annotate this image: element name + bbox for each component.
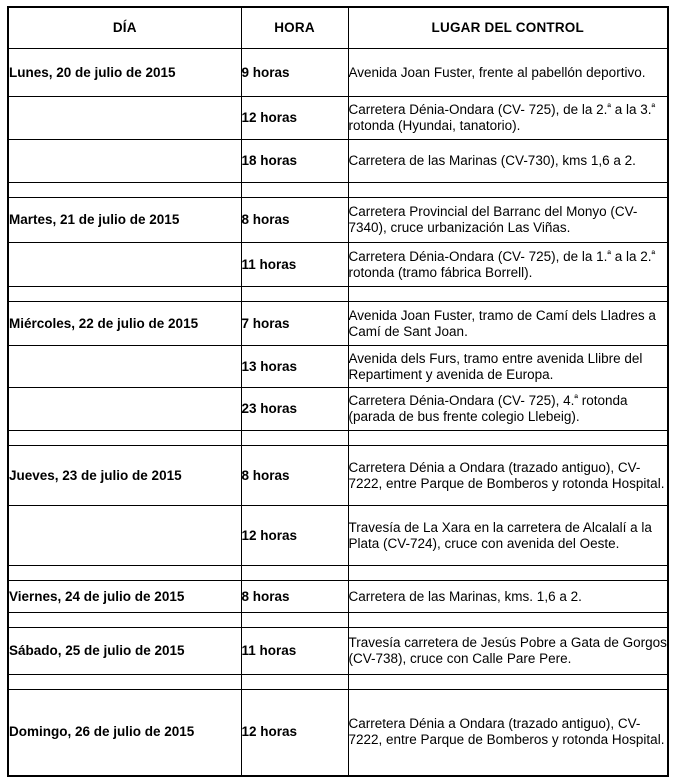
cell-place <box>348 566 668 581</box>
cell-day: Sábado, 25 de julio de 2015 <box>8 628 241 675</box>
cell-hour: 11 horas <box>241 628 348 675</box>
table-spacer-row <box>8 431 668 446</box>
cell-place: Carretera Dénia-Ondara (CV- 725), 4.$^ª$ rotonda (parada de bus frente colegio Llebeig). <box>348 388 668 431</box>
table-row <box>8 581 668 613</box>
cell-hour <box>241 287 348 302</box>
cell-place: Carretera Dénia-Ondara (CV- 725), de la 1.$^ª$ a la 2.$^ª$ rotonda (tramo fábrica Borrell). <box>348 243 668 287</box>
cell-hour <box>241 675 348 690</box>
cell-day <box>8 140 241 183</box>
cell-hour <box>241 566 348 581</box>
cell-place: Carretera de las Marinas, kms. 1,6 a 2. <box>348 581 668 613</box>
cell-place: Travesía carretera de Jesús Pobre a Gata de Gorgos (CV-738), cruce con Calle Pare Pere. <box>348 628 668 675</box>
cell-hour: 8 horas <box>241 198 348 243</box>
cell-day: Jueves, 23 de julio de 2015 <box>8 446 241 506</box>
cell-day: Martes, 21 de julio de 2015 <box>8 198 241 243</box>
cell-place <box>348 613 668 628</box>
column-header-dia: DÍA <box>8 7 241 49</box>
cell-day <box>8 388 241 431</box>
table-row <box>8 140 668 183</box>
cell-day <box>8 566 241 581</box>
cell-hour <box>241 183 348 198</box>
cell-hour: 13 horas <box>241 346 348 388</box>
column-header-lugar: LUGAR DEL CONTROL <box>348 7 668 49</box>
table-body <box>8 49 668 776</box>
table-row <box>8 346 668 388</box>
cell-place: Carretera Dénia-Ondara (CV- 725), de la 2.$^ª$ a la 3.$^ª$ rotonda (Hyundai, tanatorio). <box>348 97 668 140</box>
cell-hour: 12 horas <box>241 506 348 566</box>
cell-day <box>8 346 241 388</box>
cell-place <box>348 183 668 198</box>
cell-hour: 8 horas <box>241 581 348 613</box>
table-header <box>8 7 668 49</box>
cell-place <box>348 675 668 690</box>
cell-day: Miércoles, 22 de julio de 2015 <box>8 302 241 346</box>
cell-hour <box>241 613 348 628</box>
cell-day <box>8 675 241 690</box>
cell-place: Avenida Joan Fuster, tramo de Camí dels Lladres a Camí de Sant Joan. <box>348 302 668 346</box>
table-row <box>8 302 668 346</box>
cell-place: Avenida dels Furs, tramo entre avenida Llibre del Repartiment y avenida de Europa. <box>348 346 668 388</box>
cell-day <box>8 243 241 287</box>
cell-day: Lunes, 20 de julio de 2015 <box>8 49 241 97</box>
cell-place: Carretera Dénia a Ondara (trazado antiguo), CV-7222, entre Parque de Bomberos y rotonda Hospital. <box>348 690 668 776</box>
table-row <box>8 243 668 287</box>
cell-day: Viernes, 24 de julio de 2015 <box>8 581 241 613</box>
cell-hour: 12 horas <box>241 97 348 140</box>
cell-hour: 7 horas <box>241 302 348 346</box>
cell-day: Domingo, 26 de julio de 2015 <box>8 690 241 776</box>
table-row <box>8 446 668 506</box>
cell-place: Carretera de las Marinas (CV-730), kms 1,6 a 2. <box>348 140 668 183</box>
cell-place <box>348 431 668 446</box>
column-header-hora: HORA <box>241 7 348 49</box>
table-spacer-row <box>8 183 668 198</box>
cell-place: Carretera Dénia a Ondara (trazado antiguo), CV-7222, entre Parque de Bomberos y rotonda Hospital. <box>348 446 668 506</box>
cell-day <box>8 506 241 566</box>
table-row <box>8 49 668 97</box>
table-spacer-row <box>8 675 668 690</box>
table-row <box>8 198 668 243</box>
table-row <box>8 628 668 675</box>
cell-place: Avenida Joan Fuster, frente al pabellón deportivo. <box>348 49 668 97</box>
table-row <box>8 506 668 566</box>
table-spacer-row <box>8 613 668 628</box>
table-row <box>8 690 668 776</box>
cell-hour: 12 horas <box>241 690 348 776</box>
cell-hour: 8 horas <box>241 446 348 506</box>
cell-hour: 9 horas <box>241 49 348 97</box>
cell-place <box>348 287 668 302</box>
header-row <box>8 7 668 49</box>
cell-place: Carretera Provincial del Barranc del Monyo (CV-7340), cruce urbanización Las Viñas. <box>348 198 668 243</box>
table-row <box>8 97 668 140</box>
cell-place: Travesía de La Xara en la carretera de Alcalalí a la Plata (CV-724), cruce con avenida del Oeste. <box>348 506 668 566</box>
cell-hour: 18 horas <box>241 140 348 183</box>
cell-hour <box>241 431 348 446</box>
table-spacer-row <box>8 566 668 581</box>
cell-day <box>8 97 241 140</box>
cell-day <box>8 183 241 198</box>
cell-hour: 23 horas <box>241 388 348 431</box>
cell-hour: 11 horas <box>241 243 348 287</box>
table-spacer-row <box>8 287 668 302</box>
control-schedule-table <box>7 6 669 777</box>
cell-day <box>8 613 241 628</box>
cell-day <box>8 431 241 446</box>
cell-day <box>8 287 241 302</box>
table-row <box>8 388 668 431</box>
